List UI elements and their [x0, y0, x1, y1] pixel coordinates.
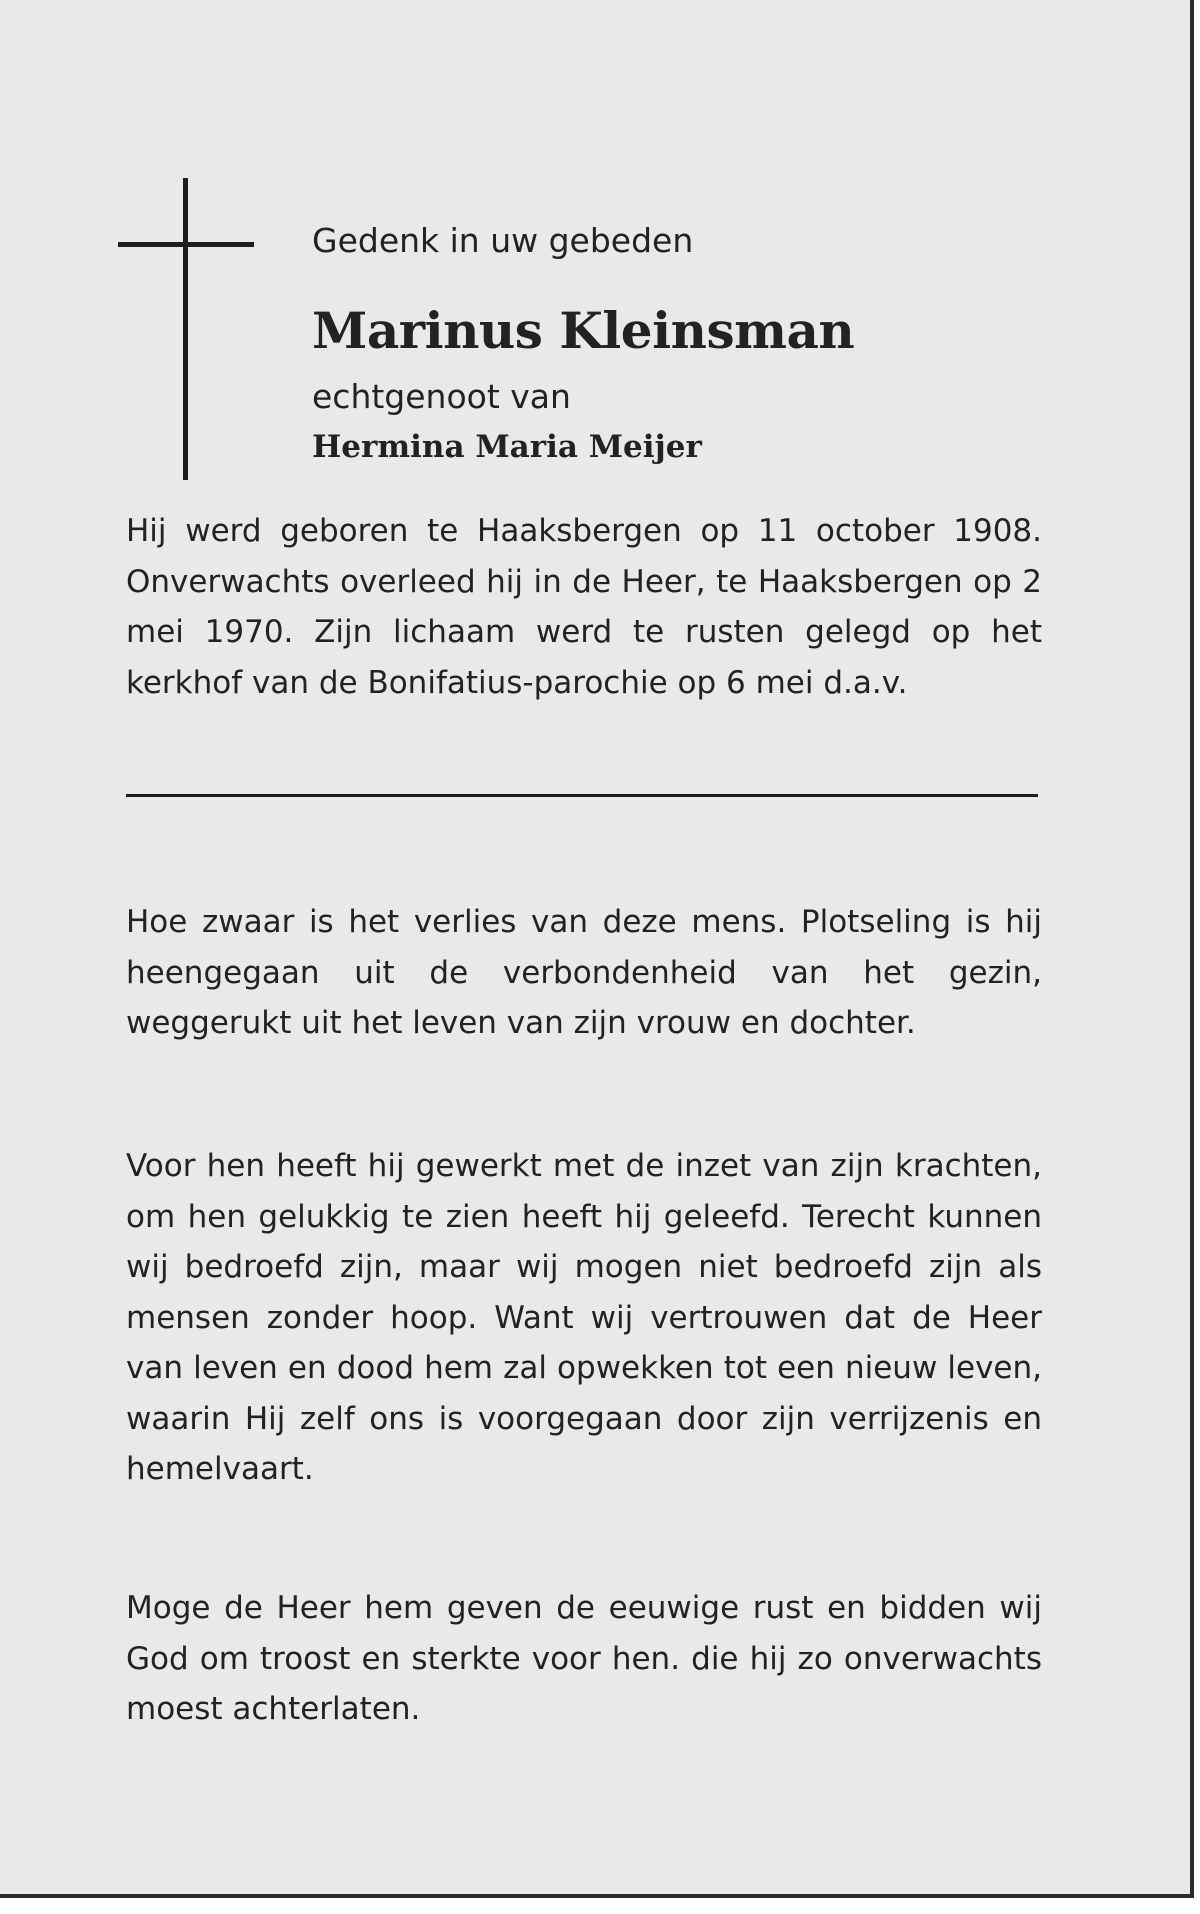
card-header [312, 212, 854, 472]
text-paragraph-2: Voor hen heeft hij gewerkt met de inzet van zijn krachten, om hen gelukkig te zien heeft hij geleefd. Terecht kunnen wij bedroefd zijn, maar wij mogen niet bedroefd zijn als mensen zonder hoop. Want wij vertrouwen dat de Heer van leven en dood hem zal opwekken tot een nieuw leven, waarin Hij zelf ons is voorgegaan door zijn verrijzenis en hemelvaart. [126, 1148, 1042, 1487]
remember-line: Gedenk in uw gebeden [312, 221, 694, 260]
spouse-name: Hermina Maria Meijer [312, 429, 702, 465]
deceased-name: Marinus Kleinsman [312, 301, 855, 360]
text-paragraph-3: Moge de Heer hem geven de eeuwige rust en bidden wij God om troost en sterkte voor hen. die hij zo onverwachts moest achterlaten. [126, 1590, 1042, 1727]
biography-paragraph: Hij werd geboren te Haaksbergen op 11 october 1908. Onverwachts overleed hij in de Heer, te Haaksbergen op 2 mei 1970. Zijn lichaam werd te rusten gelegd op het kerkhof van de Bonifatius-parochie op 6 mei d.a.v. [126, 513, 1042, 701]
cross-horizontal-bar [118, 242, 254, 247]
text-paragraph-1: Hoe zwaar is het verlies van deze mens. Plotseling is hij heengegaan uit de verbondenheid van het gezin, weggerukt uit het leven van zijn vrouw en dochter. [126, 904, 1042, 1041]
divider-line [126, 794, 1038, 797]
spouse-label: echtgenoot van [312, 377, 571, 416]
cross-vertical-bar [183, 178, 188, 480]
